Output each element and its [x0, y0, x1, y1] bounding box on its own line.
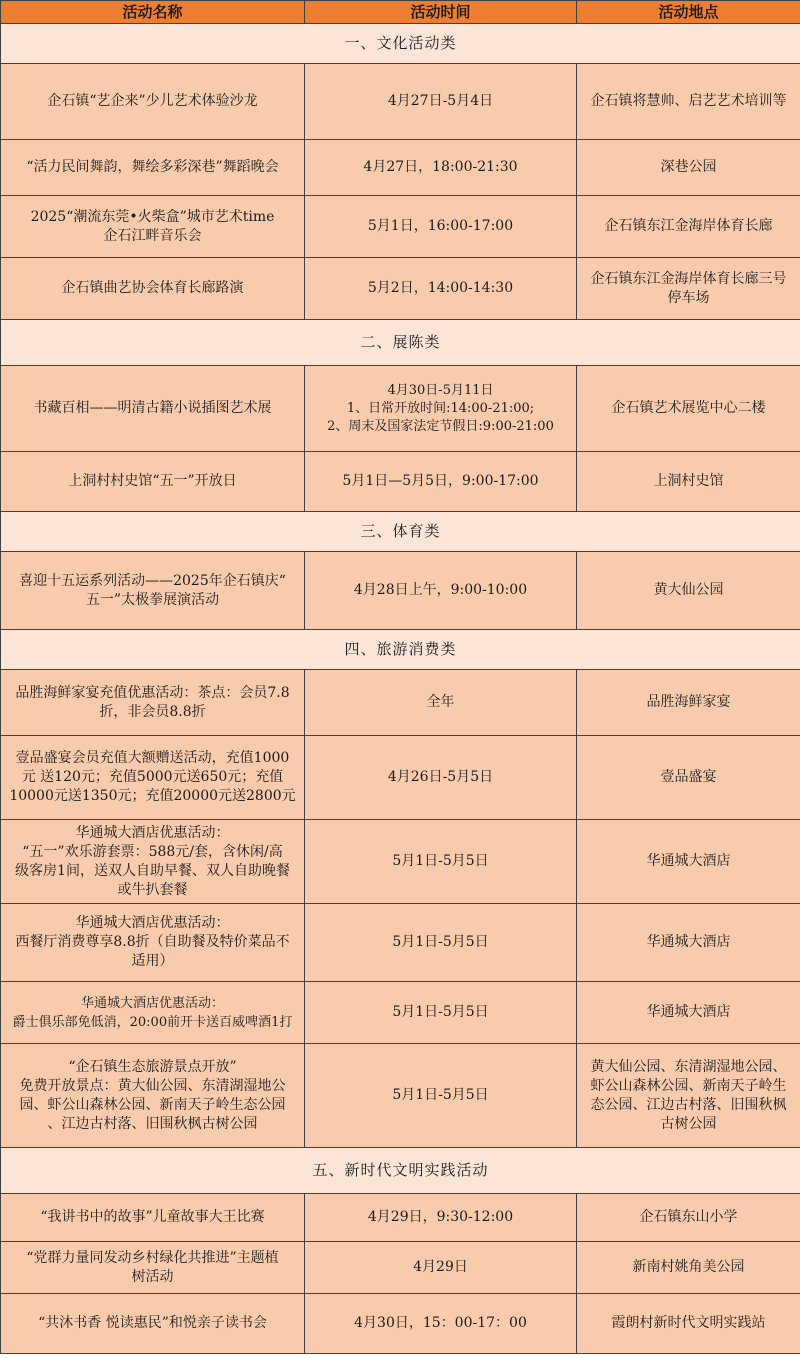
table-row	[1, 736, 800, 820]
activity-name: 企石镇“艺企来”少儿艺术体验沙龙	[1, 64, 305, 140]
section-title: 一、文化活动类	[1, 24, 800, 64]
table-row	[1, 64, 800, 140]
table-row	[1, 820, 800, 904]
section-title: 四、旅游消费类	[1, 630, 800, 670]
activity-place: 壹品盛宴	[577, 736, 800, 820]
table-row	[1, 904, 800, 982]
activity-name: “企石镇生态旅游景点开放” 免费开放景点：黄大仙公园、东清湖湿地公 园、虾公山森林公园、新南天子岭生态公园 、江边古村落、旧围秋枫古树公园	[1, 1044, 305, 1148]
header-activity-time: 活动时间	[305, 1, 577, 24]
activity-name: “我讲书中的故事”儿童故事大王比赛	[1, 1194, 305, 1242]
table-row	[1, 1044, 800, 1148]
activity-name: 2025“潮流东莞•火柴盒”城市艺术time 企石江畔音乐会	[1, 196, 305, 258]
activity-time: 5月1日-5月5日	[305, 982, 577, 1044]
activity-place: 深巷公园	[577, 140, 800, 196]
activity-time: 4月30日，15：00-17：00	[305, 1294, 577, 1354]
activity-place: 企石镇东山小学	[577, 1194, 800, 1242]
header-activity-place: 活动地点	[577, 1, 800, 24]
section-row-civilization	[1, 1148, 800, 1194]
section-title: 二、展陈类	[1, 320, 800, 366]
activity-place: 华通城大酒店	[577, 820, 800, 904]
activity-name: “党群力量同发动乡村绿化共推进”主题植 树活动	[1, 1242, 305, 1294]
activity-place: 霞朗村新时代文明实践站	[577, 1294, 800, 1354]
table-body	[1, 24, 800, 1354]
table-row	[1, 1242, 800, 1294]
activity-place: 企石镇艺术展览中心二楼	[577, 366, 800, 452]
activity-place: 企石镇东江金海岸体育长廊三号 停车场	[577, 258, 800, 320]
activity-time: 5月1日—5月5日，9:00-17:00	[305, 452, 577, 512]
activity-name: 华通城大酒店优惠活动： “五一”欢乐游套票：588元/套，含休闲/高 级客房1间，送双人自助早餐、双人自助晚餐 或牛扒套餐	[1, 820, 305, 904]
activity-name: 书藏百相——明清古籍小说插图艺术展	[1, 366, 305, 452]
activity-place: 新南村姚角美公园	[577, 1242, 800, 1294]
activity-time: 全年	[305, 670, 577, 736]
table-row	[1, 982, 800, 1044]
activity-name: 喜迎十五运系列活动——2025年企石镇庆“ 五一”太极拳展演活动	[1, 552, 305, 630]
activity-time: 5月1日，16:00-17:00	[305, 196, 577, 258]
activity-place: 华通城大酒店	[577, 904, 800, 982]
table-row	[1, 140, 800, 196]
activity-time: 4月29日，9:30-12:00	[305, 1194, 577, 1242]
table-row	[1, 1294, 800, 1354]
activity-place: 企石镇东江金海岸体育长廊	[577, 196, 800, 258]
activity-time: 5月1日-5月5日	[305, 820, 577, 904]
section-title: 三、体育类	[1, 512, 800, 552]
activity-time: 4月28日上午，9:00-10:00	[305, 552, 577, 630]
header-activity-name: 活动名称	[1, 1, 305, 24]
activity-place: 品胜海鲜家宴	[577, 670, 800, 736]
activity-time: 4月27日-5月4日	[305, 64, 577, 140]
activity-time: 4月26日-5月5日	[305, 736, 577, 820]
section-title: 五、新时代文明实践活动	[1, 1148, 800, 1194]
table-row	[1, 670, 800, 736]
activity-place: 黄大仙公园	[577, 552, 800, 630]
table-header	[1, 1, 800, 24]
activity-time: 4月30日-5月11日 1、日常开放时间:14:00-21:00; 2、周末及国家法定节假日:9:00-21:00	[305, 366, 577, 452]
activity-time: 5月1日-5月5日	[305, 1044, 577, 1148]
activity-time: 5月1日-5月5日	[305, 904, 577, 982]
activity-place: 企石镇将慧帅、启艺艺术培训等	[577, 64, 800, 140]
table-row	[1, 258, 800, 320]
activity-time: 5月2日，14:00-14:30	[305, 258, 577, 320]
activity-place: 上洞村史馆	[577, 452, 800, 512]
activity-name: 华通城大酒店优惠活动： 西餐厅消费尊享8.8折（自助餐及特价菜品不 适用）	[1, 904, 305, 982]
activity-place: 黄大仙公园、东清湖湿地公园、 虾公山森林公园、新南天子岭生 态公园、江边古村落、旧围秋枫 古树公园	[577, 1044, 800, 1148]
activity-name: “共沐书香 悦读惠民”和悦亲子读书会	[1, 1294, 305, 1354]
section-row-exhibition	[1, 320, 800, 366]
section-row-culture	[1, 24, 800, 64]
table-row	[1, 452, 800, 512]
table-row	[1, 1194, 800, 1242]
section-row-sports	[1, 512, 800, 552]
activity-name: 企石镇曲艺协会体育长廊路演	[1, 258, 305, 320]
table-row	[1, 552, 800, 630]
table-row	[1, 196, 800, 258]
activity-time: 4月29日	[305, 1242, 577, 1294]
header-row	[1, 1, 800, 24]
activity-name: “活力民间舞韵，舞绘多彩深巷”舞蹈晚会	[1, 140, 305, 196]
activity-time: 4月27日，18:00-21:30	[305, 140, 577, 196]
activity-name: 壹品盛宴会员充值大额赠送活动，充值1000 元 送120元；充值5000元送650元；充值 10000元送1350元；充值20000元送2800元	[1, 736, 305, 820]
section-row-tourism	[1, 630, 800, 670]
activity-name: 品胜海鲜家宴充值优惠活动：茶点：会员7.8 折，非会员8.8折	[1, 670, 305, 736]
activity-name: 上洞村村史馆“五一”开放日	[1, 452, 305, 512]
activity-place: 华通城大酒店	[577, 982, 800, 1044]
activity-name: 华通城大酒店优惠活动： 爵士俱乐部免低消，20:00前开卡送百威啤酒1打	[1, 982, 305, 1044]
table-row	[1, 366, 800, 452]
